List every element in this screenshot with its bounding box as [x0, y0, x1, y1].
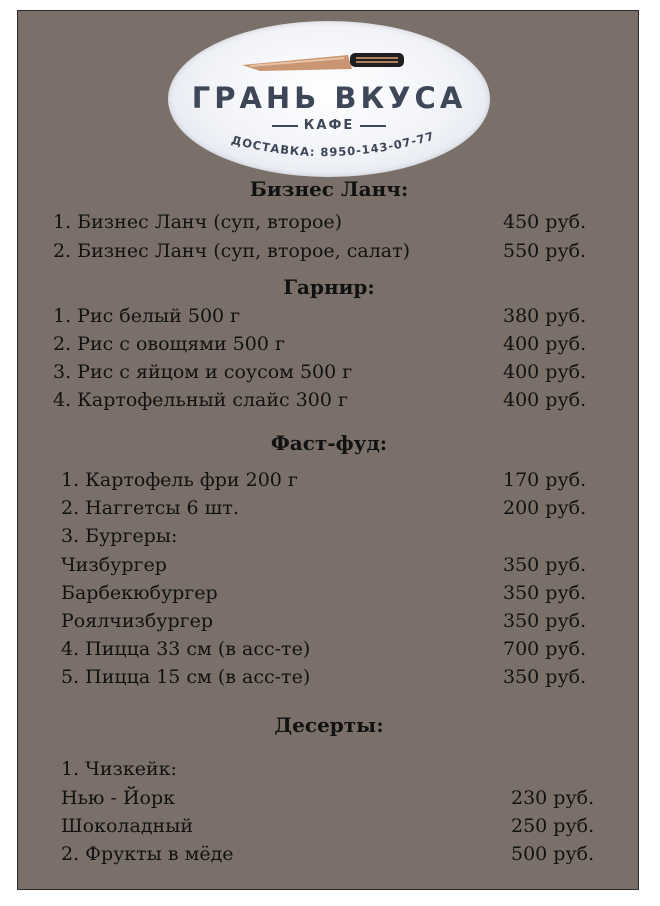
- menu-item-name: 1. Чизкейк:: [61, 758, 177, 780]
- menu-item-price: 400 руб.: [503, 333, 587, 355]
- menu-item-price: 350 руб.: [503, 666, 587, 688]
- menu-item: [53, 361, 593, 387]
- menu-item: [61, 525, 593, 551]
- menu-item-name: 4. Пицца 33 см (в асс-те): [61, 638, 311, 660]
- menu-item: [61, 497, 593, 523]
- menu-item: [53, 240, 593, 266]
- logo-title: ГРАНЬ ВКУСА: [191, 81, 467, 115]
- svg-text:ДОСТАВКА: 8950-143-07-77: [230, 129, 436, 159]
- section-heading-desserts: Десерты:: [274, 713, 384, 737]
- menu-item: [53, 333, 593, 359]
- section-heading-fast-food: Фаст-фуд:: [270, 431, 388, 455]
- menu-item: [61, 666, 593, 692]
- menu-item-price: 350 руб.: [503, 554, 587, 576]
- menu-item-name: Роялчизбургер: [61, 610, 214, 632]
- menu-item-name: 4. Картофельный слайс 300 г: [53, 389, 348, 411]
- delivery-phone: [168, 21, 490, 177]
- menu-item-price: 380 руб.: [503, 305, 587, 327]
- menu-item: [61, 638, 593, 664]
- menu-item-price: 400 руб.: [503, 389, 587, 411]
- cafe-logo: [168, 21, 490, 177]
- menu-item-name: 3. Рис с яйцом и соусом 500 г: [53, 361, 353, 383]
- menu-item: [61, 787, 601, 813]
- menu-item: [61, 815, 601, 841]
- menu-item-price: 350 руб.: [503, 582, 587, 604]
- menu-item: [61, 758, 601, 784]
- menu-item-price: 200 руб.: [503, 497, 587, 519]
- menu-item-price: 400 руб.: [503, 361, 587, 383]
- menu-item: [61, 582, 593, 608]
- menu-item: [61, 554, 593, 580]
- menu-item-price: 550 руб.: [503, 240, 587, 262]
- menu-item: [53, 305, 593, 331]
- menu-item-name: 2. Бизнес Ланч (суп, второе, салат): [53, 240, 411, 262]
- menu-item-price: 350 руб.: [503, 610, 587, 632]
- menu-card: [17, 10, 639, 890]
- menu-item-name: Барбекюбургер: [61, 582, 218, 604]
- menu-item-price: 230 руб.: [511, 787, 595, 809]
- menu-item-price: 170 руб.: [503, 469, 587, 491]
- menu-item-name: 2. Наггетсы 6 шт.: [61, 497, 239, 519]
- menu-item-name: Шоколадный: [61, 815, 193, 837]
- menu-item-name: 2. Рис с овощями 500 г: [53, 333, 285, 355]
- menu-item: [61, 469, 593, 495]
- menu-item: [61, 610, 593, 636]
- logo-subtitle-text: КАФЕ: [303, 118, 355, 133]
- menu-item-name: Чизбургер: [61, 554, 167, 576]
- menu-item-price: 700 руб.: [503, 638, 587, 660]
- menu-item-name: 5. Пицца 15 см (в асс-те): [61, 666, 311, 688]
- menu-item-name: 1. Бизнес Ланч (суп, второе): [53, 211, 343, 233]
- menu-item-name: 3. Бургеры:: [61, 525, 178, 547]
- menu-item-price: 500 руб.: [511, 843, 595, 865]
- section-heading-garnish: Гарнир:: [283, 275, 375, 299]
- menu-item-price: 250 руб.: [511, 815, 595, 837]
- menu-item-name: Нью - Йорк: [61, 787, 175, 809]
- menu-item-name: 1. Рис белый 500 г: [53, 305, 241, 327]
- menu-item-price: 450 руб.: [503, 211, 587, 233]
- menu-item-name: 2. Фрукты в мёде: [61, 843, 234, 865]
- delivery-text: ДОСТАВКА: 8950-143-07-77: [229, 128, 437, 160]
- menu-item-name: 1. Картофель фри 200 г: [61, 469, 298, 491]
- menu-item: [53, 389, 593, 415]
- menu-item: [61, 843, 601, 869]
- menu-item: [53, 211, 593, 237]
- section-heading-business-lunch: Бизнес Ланч:: [249, 177, 409, 201]
